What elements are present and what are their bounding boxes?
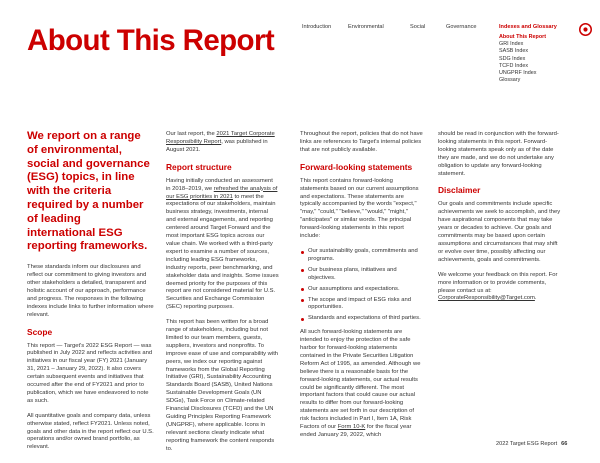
subnav-ungprf-index[interactable]: UNGPRF Index [499, 70, 537, 77]
forward-paragraph-2 [300, 329, 423, 440]
lead-statement: We report on a range of environmental, social and governance (ESG) topics, in line with the criteria required by a number of leading international ESG reporting frameworks. [27, 130, 150, 253]
bullet-item: Our sustainability goals, commitments and programs. [300, 248, 423, 264]
subnav-sasb-index[interactable]: SASB Index [499, 48, 529, 55]
column-forward-looking [300, 131, 423, 447]
structure-paragraph-1 [166, 178, 279, 312]
bullet-item: Our business plans, initiatives and objectives. [300, 267, 423, 283]
email-period: . [534, 295, 537, 302]
safe-harbor-text-end: for the fiscal year ended January 29, 2022, which [300, 424, 412, 438]
bullet-item: Our assumptions and expectations. [300, 286, 423, 294]
safe-harbor-text: All such forward-looking statements are intended to enjoy the protection of the safe harbor for forward-looking statements contained in the Private Securities Litigation Reform Act of 1995, as amended. Although we believe there is a reasonable basis for the forward-looking statements, our actual results could be significantly different. The most important factors that could cause our actual results to differ from our forward-looking statements are set forth in our description of risk factors included in Part I, Item 1A, Risk Factors of our [300, 329, 421, 431]
column-intro [27, 130, 155, 459]
subnav-sdg-index[interactable]: SDG Index [499, 55, 526, 62]
last-report-text-end: , was published in August 2021. [166, 138, 268, 153]
subnav-gri-index[interactable]: GRI Index [499, 41, 524, 48]
disclaimer-paragraph-1: Our goals and commitments include specific achievements we seek to accomplish, and they have aspirational components that may take years or decades to achieve. Our goals and commitments may be based upon certain assumptions and circumstances that may shift or evolve over time, possibly affecting our achievements, goals and commitments. [438, 201, 561, 263]
page-number: 66 [561, 441, 568, 447]
esg-priorities-link[interactable]: refreshed the analysis of our ESG priorities in 2021 [166, 185, 278, 200]
scope-heading: Scope [27, 326, 53, 337]
contact-email-link[interactable]: CorporateResponsibility@Target.com [438, 295, 535, 302]
feedback-text: We welcome your feedback on this report. For more information or to provide comments, please contact us at: [438, 271, 558, 294]
forward-looking-heading: Forward-looking statements [300, 161, 413, 172]
bullet-item: Standards and expectations of third parties. [300, 315, 423, 323]
continuation-paragraph: should be read in conjunction with the forward-looking statements in this report. Forward-looking statements speak only as of the date they are made, and we do not undertake any obligation to update any forward-looking statement. [438, 131, 559, 177]
nav-governance[interactable]: Governance [446, 24, 477, 30]
last-report-paragraph [166, 131, 279, 155]
subnav-tcfd-index[interactable]: TCFD Index [499, 62, 529, 69]
forward-paragraph-1: This report contains forward-looking statements based on our current assumptions and expectations. These statements are typically accompanied by the words "expect," "may," "could," "believe," "would," "might," "anticipates" or similar words. The principal forward-looking statements in this report include: [300, 177, 419, 240]
bullet-item: The scope and impact of ESG risks and opportunities. [300, 297, 423, 313]
intro-paragraph: These standards inform our disclosures and reflect our commitment to giving investors and other stakeholders a detailed, transparent and holistic account of our approach, performance and progress. The responses in the following indexes include links to further information where relevant. [27, 264, 154, 318]
last-report-link[interactable]: 2021 Target Corporate Responsibility Report [166, 131, 275, 145]
scope-paragraph-2: All quantitative goals and company data, unless otherwise stated, reflect FY2021. Unless noted, goals and other data in the report reflect our U.S. operations and/or owned brand portfolio, as relevant. [27, 412, 154, 451]
policies-paragraph: Throughout the report, policies that do not have links are references to Target's internal policies that are not publicly available. [300, 131, 423, 153]
form-10k-link[interactable]: Form 10-K [337, 424, 366, 431]
disclaimer-heading: Disclaimer [438, 185, 481, 196]
scope-paragraph-1: This report — Target's 2022 ESG Report — was published in July 2022 and reflects activities and initiatives in our fiscal year (FY) 2021 (January 31, 2021 – January 29, 2022). It also covers certain subsequent events and initiatives that occurred after the end of FY2021 and prior to publication, which we have endeavored to note as such. [27, 342, 153, 404]
last-report-text: Our last report, the [166, 131, 217, 137]
structure-text-end: to meet the expectations of our stakeholders, maintain business strategy, investments, internal and external engagements, and reporting centered around Target Forward and the most important ESG topics across our value chain. We worked with a third-party expert to examine a number of sources, including leading ESG frameworks, industry reports, peer benchmarking, and stakeholder data and insights. Some issues deemed priority for the purposes of this report are not considered material for U.S. Securities and Exchange Commission (SEC) reporting purposes. [166, 193, 279, 311]
structure-paragraph-2: This report has been written for a broad range of stakeholders, including but not limited to our team members, guests, suppliers, investors and nonprofits. To improve ease of use and comparability with peers, we index our reporting against frameworks from the Global Reporting Initiative (GRI), Sustainability Accounting Standards Board (SASB), United Nations Sustainable Development Goals (UN SDGs), Task Force on Climate-related Financial Disclosures (TCFD) and the UN Guiding Principles Reporting Framework (UNGPRF), where applicable. Icons in relevant sections clearly indicate what reporting framework the content responds to. [166, 319, 279, 452]
nav-environmental[interactable]: Environmental [348, 24, 384, 30]
column-disclaimer [438, 131, 561, 310]
structure-text: Having initially conducted an assessment in 2018–2019, we [166, 177, 273, 192]
footer-report-label: 2022 Target ESG Report [496, 441, 558, 447]
page-title: About This Report [27, 24, 275, 57]
subnav-about-this-report[interactable]: About This Report [499, 34, 547, 40]
feedback-paragraph [438, 272, 561, 304]
nav-introduction[interactable]: Introduction [302, 24, 332, 30]
target-logo-icon[interactable] [579, 23, 592, 36]
column-structure [166, 131, 279, 461]
subnav-list [499, 34, 546, 84]
forward-bullet-list [300, 248, 423, 323]
report-structure-heading: Report structure [166, 161, 232, 172]
page-footer [496, 441, 567, 447]
nav-social[interactable]: Social [410, 24, 426, 30]
nav-indexes-glossary[interactable]: Indexes and Glossary [499, 24, 557, 30]
subnav-glossary[interactable]: Glossary [499, 77, 521, 84]
